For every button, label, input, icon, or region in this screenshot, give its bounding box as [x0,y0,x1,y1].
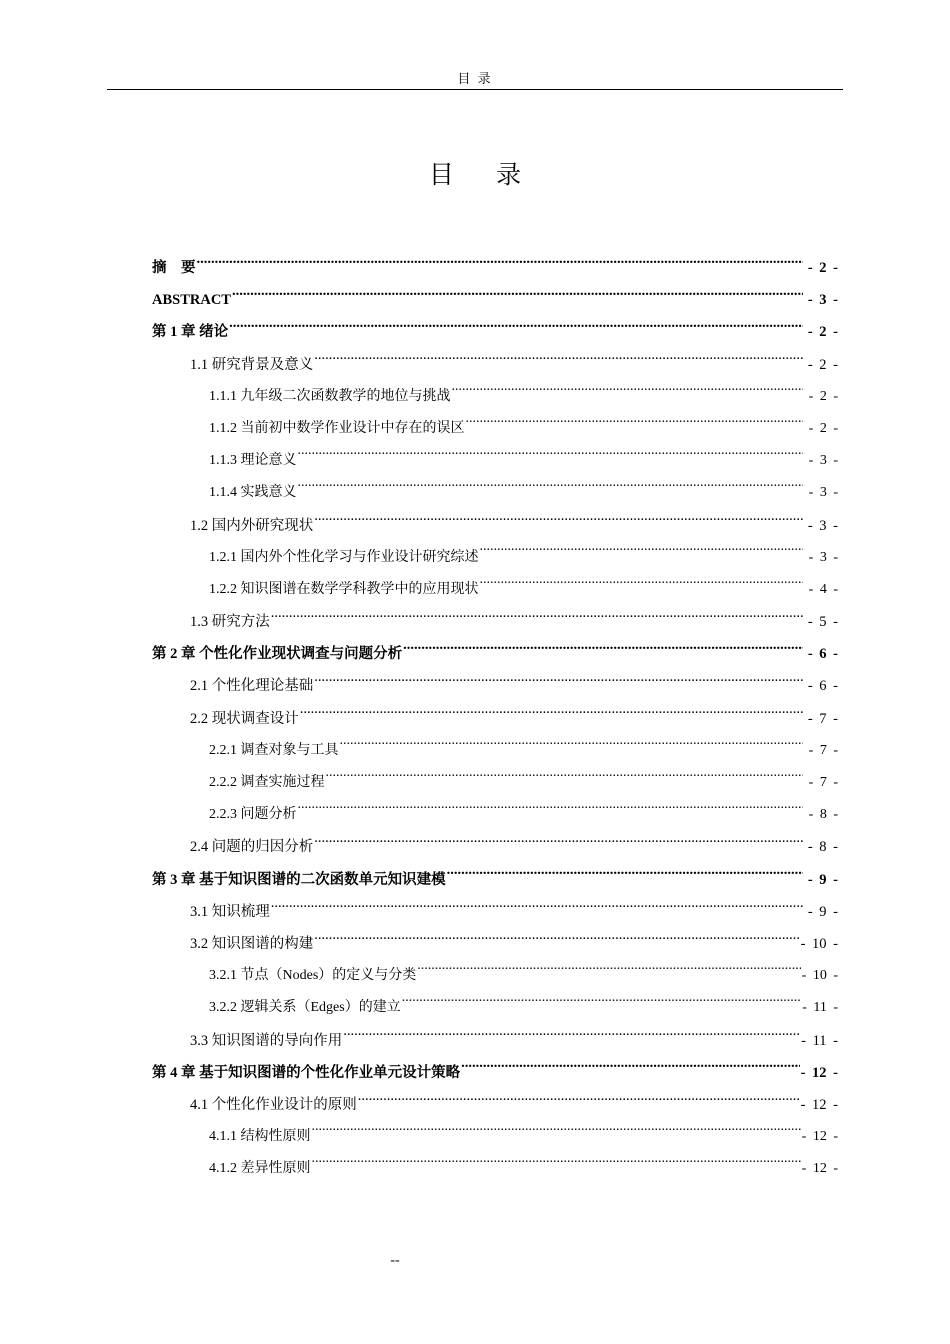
toc-page-number: - 5 - [807,614,838,631]
toc-dot-leader [480,579,804,593]
toc-entry-label: 1.2.1 国内外个性化学习与作业设计研究综述 [209,549,479,565]
toc-page-number: - 2 - [807,260,838,276]
toc-entry[interactable] [152,381,838,413]
toc-page-number: - 12 - [801,1129,838,1145]
toc-dot-leader [314,354,803,369]
toc-dot-leader [312,1126,801,1140]
toc-entry-label: 1.2.2 知识图谱在数学学科教学中的应用现状 [209,581,479,597]
toc-entry-label: 3.2.1 节点（Nodes）的定义与分类 [209,968,417,984]
toc-entry-label: 2.2.1 调查对象与工具 [209,742,339,758]
toc-entry[interactable] [152,606,838,638]
toc-page-number: - 12 - [801,1161,838,1177]
toc-entry[interactable] [152,510,838,542]
toc-entry[interactable] [152,445,838,477]
toc-dot-leader [447,869,803,884]
toc-entry[interactable] [152,1089,838,1121]
toc-page-number: - 4 - [808,581,838,597]
toc-entry-label: 3.3 知识图谱的导向作用 [190,1032,343,1049]
toc-entry[interactable] [152,252,838,284]
toc-entry-label: 2.2.3 问题分析 [209,807,297,823]
toc-page-number: - 3 - [807,292,838,309]
toc-dot-leader [314,676,803,691]
toc-page-number: - 8 - [808,807,838,823]
toc-entry-label: 4.1.1 结构性原则 [209,1129,311,1145]
toc-page-number: - 11 - [802,1000,838,1016]
toc-entry-label: 摘 要 [152,260,196,276]
toc-entry-label: 第 3 章 基于知识图谱的二次函数单元知识建模 [152,871,446,888]
toc-page-number: - 7 - [808,775,838,790]
toc-entry-label: 2.2.2 调查实施过程 [209,775,325,790]
toc-entry[interactable] [152,574,838,606]
toc-entry[interactable] [152,413,838,445]
toc-entry[interactable] [152,799,838,831]
toc-dot-leader [340,740,804,754]
toc-entry[interactable] [152,284,838,316]
toc-entry-label: 第 2 章 个性化作业现状调查与问题分析 [152,646,403,663]
toc-entry-label: 1.3 研究方法 [190,614,270,631]
toc-page-number: - 9 - [807,903,838,920]
toc-entry[interactable] [152,1153,838,1185]
toc-entry-label: 4.1 个性化作业设计的原则 [190,1096,357,1113]
toc-entry-label: 1.2 国内外研究现状 [190,517,314,534]
toc-entry-label: 2.2 现状调查设计 [190,710,299,727]
toc-entry[interactable] [152,767,838,799]
toc-dot-leader [326,772,804,786]
toc-dot-leader [300,708,803,723]
toc-entry-label: 1.1.1 九年级二次函数教学的地位与挑战 [209,388,451,404]
toc-entry[interactable] [152,477,838,509]
toc-entry[interactable] [152,670,838,702]
header-rule [107,89,843,90]
toc-page-number: - 7 - [808,742,838,758]
toc-dot-leader [417,965,800,979]
toc-dot-leader [314,515,803,530]
toc-entry-label: 第 4 章 基于知识图谱的个性化作业单元设计策略 [152,1064,461,1081]
toc-entry-label: ABSTRACT [152,292,231,309]
toc-entry-label: 1.1.3 理论意义 [209,453,297,469]
toc-entry[interactable] [152,735,838,767]
toc-page-number: - 10 - [800,935,838,952]
toc-entry-label: 第 1 章 绪论 [152,324,229,341]
page-footer: -- [390,1253,400,1268]
toc-entry-label: 3.2 知识图谱的构建 [190,935,314,952]
toc-dot-leader [197,258,804,273]
toc-entry[interactable] [152,316,838,348]
toc-page-number: - 12 - [800,1096,838,1113]
toc-page-number: - 12 - [800,1064,838,1081]
toc-entry[interactable] [152,703,838,735]
toc-entry-label: 2.4 问题的归因分析 [190,839,314,856]
toc-dot-leader [271,612,803,627]
toc-entry-label: 1.1.2 当前初中数学作业设计中存在的误区 [209,420,465,436]
toc-dot-leader [480,547,804,561]
toc-page-number: - 2 - [808,388,838,404]
toc-entry-label: 1.1.4 实践意义 [209,485,297,501]
toc-page-number: - 2 - [808,420,838,436]
toc-entry[interactable] [152,349,838,381]
toc-page-number: - 8 - [807,839,838,856]
toc-dot-leader [403,644,803,659]
toc-dot-leader [298,804,804,818]
toc-dot-leader [314,933,799,948]
toc-dot-leader [452,386,804,400]
page-title: 目 录 [428,162,540,189]
toc-entry-label: 3.1 知识梳理 [190,903,270,920]
toc-dot-leader [298,450,804,464]
toc-page-number: - 11 - [801,1032,838,1049]
toc-entry-label: 3.2.2 逻辑关系（Edges）的建立 [209,1000,401,1016]
toc-dot-leader [298,482,804,496]
toc-dot-leader [466,418,804,432]
toc-dot-leader [232,290,803,305]
toc-dot-leader [312,1158,801,1172]
toc-page-number: - 6 - [807,678,838,695]
toc-page-number: - 2 - [807,324,838,341]
toc-dot-leader [461,1062,799,1077]
toc-dot-leader [402,997,801,1011]
toc-entry[interactable] [152,864,838,896]
toc-dot-leader [358,1094,800,1109]
toc-entry-label: 1.1 研究背景及意义 [190,356,314,373]
toc-page-number: - 3 - [808,485,838,501]
toc-entry[interactable] [152,831,838,863]
toc-page-number: - 2 - [807,356,838,373]
table-of-contents [152,252,838,1185]
toc-entry[interactable] [152,1121,838,1153]
toc-entry[interactable] [152,1025,838,1057]
toc-page-number: - 6 - [807,646,838,663]
toc-entry[interactable] [152,542,838,574]
toc-dot-leader [271,901,803,916]
toc-entry-label: 2.1 个性化理论基础 [190,678,314,695]
toc-entry[interactable] [152,992,838,1024]
toc-dot-leader [314,837,803,852]
toc-entry[interactable] [152,896,838,928]
toc-page-number: - 7 - [807,710,838,727]
running-header: 目 录 [457,71,493,86]
toc-page-number: - 10 - [801,968,838,984]
toc-page-number: - 3 - [808,453,838,469]
toc-page-number: - 3 - [807,517,838,534]
toc-entry[interactable] [152,1057,838,1089]
toc-page-number: - 3 - [808,549,838,565]
toc-page-number: - 9 - [807,871,838,888]
toc-entry[interactable] [152,638,838,670]
toc-dot-leader [343,1030,800,1045]
toc-entry[interactable] [152,928,838,960]
toc-dot-leader [229,322,803,337]
toc-entry[interactable] [152,960,838,992]
toc-entry-label: 4.1.2 差异性原则 [209,1161,311,1177]
